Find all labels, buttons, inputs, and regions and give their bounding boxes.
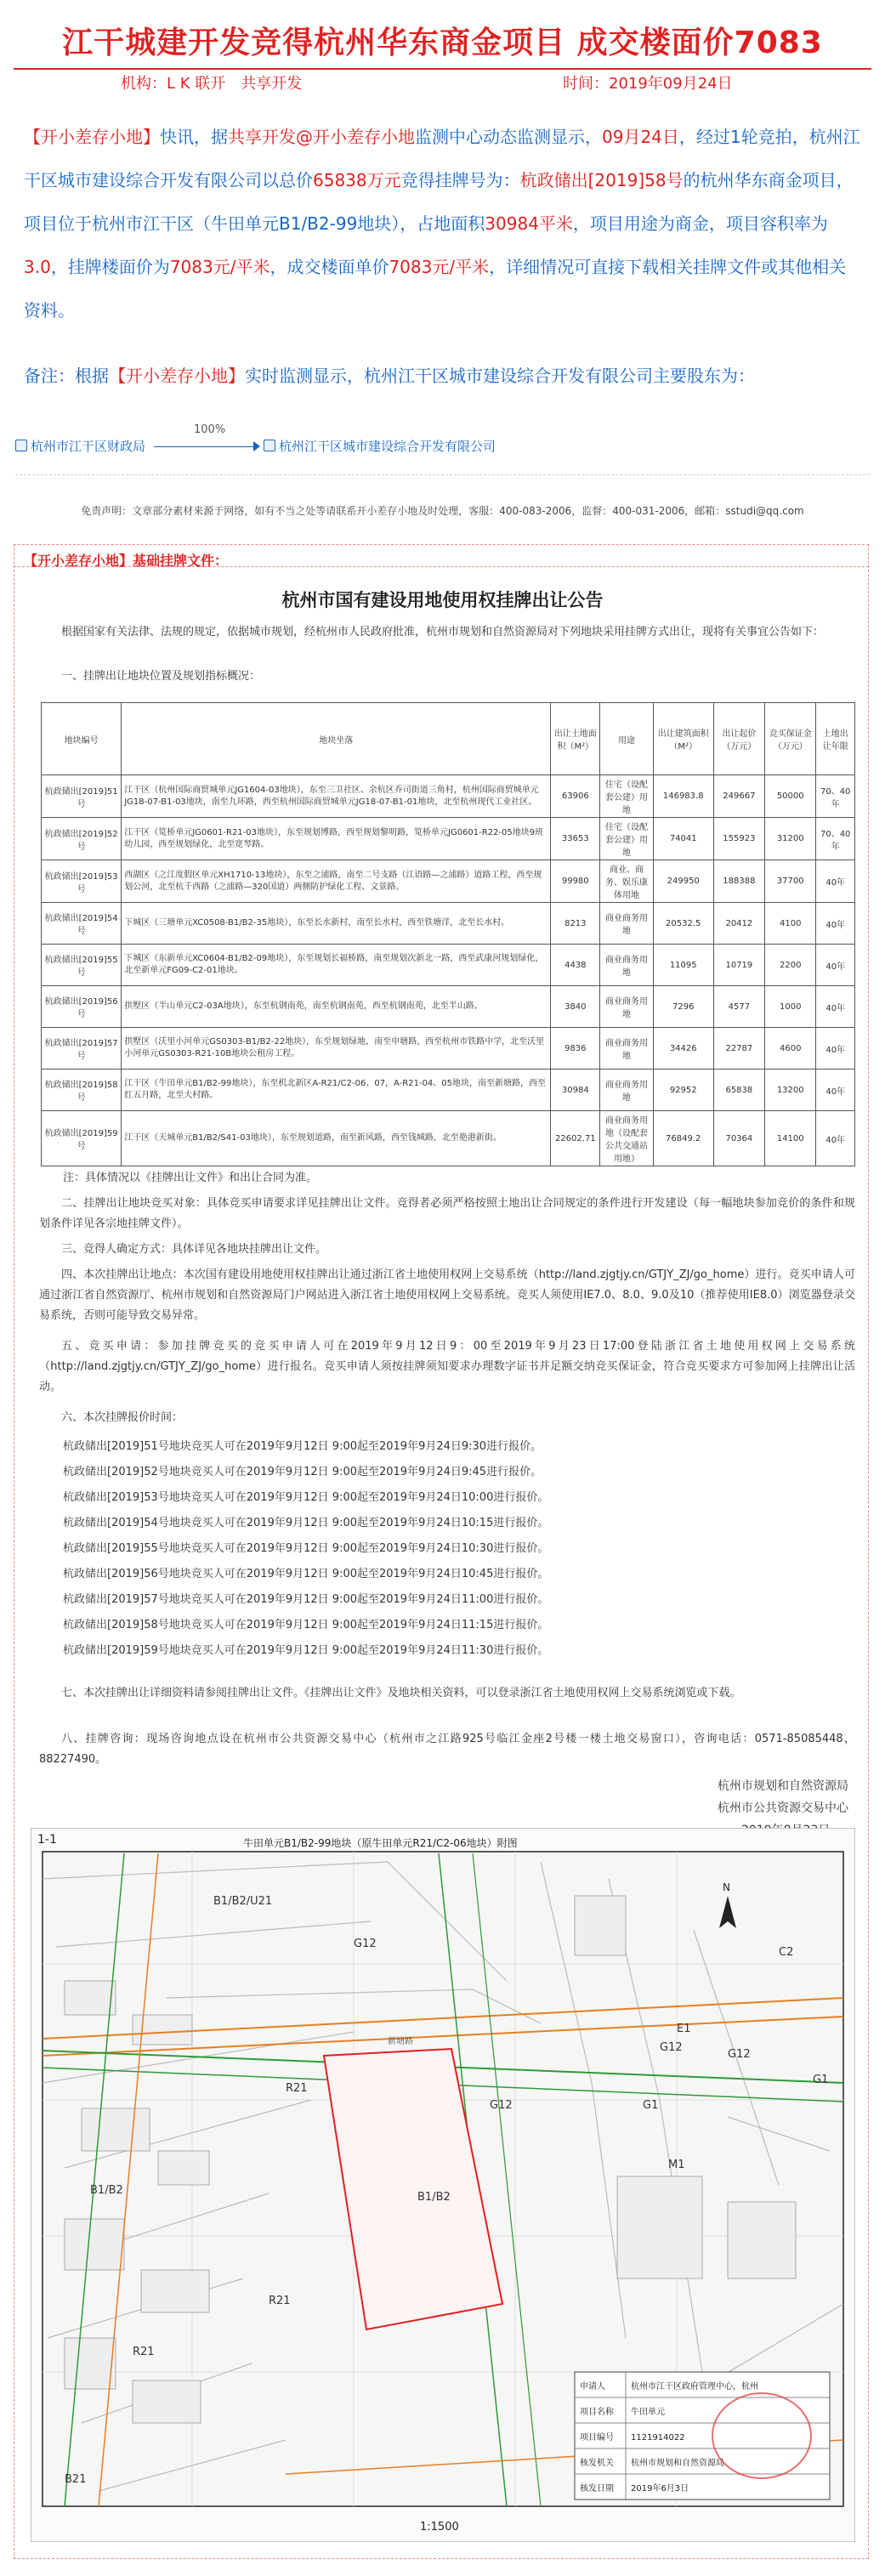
cell-gfa: 34426 [653, 1028, 713, 1070]
cell-id: 杭政储出[2019]56号 [42, 986, 122, 1028]
shareholder-child-name: 杭州江干区城市建设综合开发有限公司 [279, 439, 496, 454]
cell-term: 70、40年 [816, 775, 855, 818]
lead-text: ，经过1轮竞拍，杭州江干区城市建设综合开发有限公司以总价 [24, 127, 860, 190]
cell-id: 杭政储出[2019]54号 [42, 903, 122, 945]
cell-use: 住宅（设配套公建）用地 [600, 775, 653, 818]
cell-loc: 拱墅区（沃里小河单元GS0303-B1/B2-22地块），东至规划绿地，南至申塘路，西至杭州市铁路中学，北至沃里小河单元GS0303-R21-10B地块公租房工程。 [122, 1028, 551, 1070]
section-3: 三、竞得人确定方式：具体详见各地块挂牌出让文件。 [61, 1243, 327, 1256]
cell-price: 70364 [713, 1111, 764, 1166]
col-header: 出让土地面积（M²） [551, 703, 600, 775]
cell-loc: 江干区（天城单元B1/B2/S41-03地块），东至规划道路，南至新风路，西至钱城路，北至艳港新街。 [122, 1111, 551, 1166]
table-row [42, 818, 855, 860]
section-1-heading: 一、挂牌出让地块位置及规划指标概况： [61, 670, 261, 683]
table-row [42, 1111, 855, 1166]
stamp-key: 核发日期 [580, 2484, 614, 2494]
cell-price: 188388 [713, 860, 764, 903]
lead-far: 3.0 [24, 257, 51, 277]
cell-deposit: 50000 [765, 775, 816, 818]
stamp-value: 牛田单元 [631, 2408, 665, 2417]
cell-deposit: 1000 [765, 986, 816, 1028]
cell-use: 商业商务用地（设配套公共交通站用地） [600, 1111, 653, 1166]
cell-use: 商业商务用地 [600, 986, 653, 1028]
disclaimer: 免责声明：文章部分素材来源于网络，如有不当之处等请联系开小差存小地及时处理，客服：400-083-2006，监督：400-031-2006，邮箱：sstudi@qq.com [81, 505, 804, 517]
map-label: G12 [490, 2099, 513, 2112]
cell-deposit: 37700 [765, 860, 816, 903]
map-label: R21 [269, 2295, 291, 2307]
cell-area: 30984 [551, 1070, 600, 1111]
cell-deposit: 2200 [765, 945, 816, 986]
stamp-key: 核发机关 [580, 2459, 614, 2468]
schedule-item: 杭政储出[2019]56号地块竞买人可在2019年9月12日 9:00起至2019年9月24日10:45进行报价。 [63, 1568, 549, 1580]
schedule-item: 杭政储出[2019]58号地块竞买人可在2019年9月12日 9:00起至2019年9月24日11:15进行报价。 [63, 1619, 549, 1631]
map-label: B21 [65, 2473, 87, 2486]
cell-term: 40年 [816, 945, 855, 986]
agency-meta [121, 71, 302, 94]
arrow-right-icon [253, 441, 260, 451]
col-header: 竞买保证金（万元） [765, 703, 816, 775]
approval-stamp-table [575, 2372, 830, 2499]
map-label: B1/B2/U21 [213, 1895, 273, 1908]
table-row [42, 1028, 855, 1070]
time-label: 时间： [563, 75, 609, 93]
table-note: 注：具体情况以《挂牌出让文件》和出让合同为准。 [63, 1172, 318, 1184]
lead-text: ，项目用途为商金，项目容积率为 [572, 213, 828, 234]
col-header: 地块坐落 [122, 703, 551, 775]
schedule-item: 杭政储出[2019]51号地块竞买人可在2019年9月12日 9:00起至2019年9月24日9:30进行报价。 [63, 1440, 542, 1453]
cell-term: 40年 [816, 903, 855, 945]
cell-deposit: 4100 [765, 903, 816, 945]
map-scale: 1:1500 [420, 2521, 459, 2533]
cell-area: 63906 [551, 775, 600, 818]
parcel-table-body [42, 775, 855, 1166]
cell-area: 9836 [551, 1028, 600, 1070]
cell-id: 杭政储出[2019]57号 [42, 1028, 122, 1070]
cell-area: 33653 [551, 818, 600, 860]
shareholder-parent[interactable] [15, 437, 145, 455]
stamp-value: 杭州市规划和自然资源局 [631, 2459, 724, 2468]
issuer-2: 杭州市公共资源交易中心 [718, 1801, 848, 1815]
map-label: G1 [813, 2074, 829, 2086]
cell-use: 商业、商务、娱乐康体用地 [600, 860, 653, 903]
lead-area: 30984平米 [485, 213, 573, 234]
table-row [42, 986, 855, 1028]
map-label: G12 [660, 2041, 683, 2054]
cell-deposit: 13200 [765, 1070, 816, 1111]
cell-area: 99980 [551, 860, 600, 903]
cell-gfa: 146983.8 [653, 775, 713, 818]
map-sheet-no: 1-1 [37, 1833, 57, 1847]
cell-deposit: 4600 [765, 1028, 816, 1070]
title-divider [14, 68, 871, 70]
cell-price: 22787 [713, 1028, 764, 1070]
map-label: R21 [286, 2082, 308, 2095]
stamp-key: 申请人 [580, 2382, 605, 2392]
schedule-item: 杭政储出[2019]55号地块竞买人可在2019年9月12日 9:00起至2019年9月24日10:30进行报价。 [63, 1542, 549, 1555]
lead-source[interactable]: 共享开发@开小差存小地 [228, 127, 415, 147]
col-header: 用途 [600, 703, 653, 775]
section-6-heading: 六、本次挂牌报价时间： [61, 1411, 184, 1424]
section-7: 七、本次挂牌出让详细资料请参阅挂牌出让文件。《挂牌出让文件》及地块相关资料，可以登录浙江省土地使用权网上交易系统浏览或下载。 [61, 1687, 741, 1699]
map-label: M1 [668, 2159, 685, 2171]
schedule-item: 杭政储出[2019]53号地块竞买人可在2019年9月12日 9:00起至2019年9月24日10:00进行报价。 [63, 1491, 549, 1504]
cell-gfa: 249950 [653, 860, 713, 903]
table-row [42, 945, 855, 986]
cell-price: 155923 [713, 818, 764, 860]
cell-gfa: 20532.5 [653, 903, 713, 945]
cell-price: 65838 [713, 1070, 764, 1111]
table-row [42, 1070, 855, 1111]
section-2: 二、挂牌出让地块竞买对象：具体竞买申请要求详见挂牌出让文件。竞得者必须严格按照土地出让合同规定的条件进行开发建设（每一幅地块参加竞价的条件和规划条件详见各宗地挂牌文件）。 [39, 1197, 855, 1230]
lead-text: ，成交楼面单价 [269, 257, 389, 277]
col-header: 出让起价（万元） [713, 703, 764, 775]
stamp-value: 1121914022 [631, 2433, 685, 2443]
table-header-row [42, 703, 855, 775]
map-label: E1 [677, 2023, 691, 2035]
cell-gfa: 92952 [653, 1070, 713, 1111]
section-8: 八、挂牌咨询：现场咨询地点设在杭州市公共资源交易中心（杭州市之江路925号临江金座2号楼一楼土地交易窗口），咨询电话：0571-85085448，88227490。 [39, 1733, 855, 1766]
shareholder-chart [15, 423, 865, 478]
schedule-item: 杭政储出[2019]52号地块竞买人可在2019年9月12日 9:00起至2019年9月24日9:45进行报价。 [63, 1466, 542, 1478]
schedule-item: 杭政储出[2019]54号地块竞买人可在2019年9月12日 9:00起至2019年9月24日10:15进行报价。 [63, 1517, 549, 1529]
shareholder-link-line [154, 446, 253, 447]
lead-deal-price: 7083元/平米 [389, 257, 490, 277]
cell-term: 70、40年 [816, 818, 855, 860]
cell-loc: 江干区（牛田单元B1/B2-99地块），东至机北新区A-R21/C2-06、07，A-R21-04、05地块，南至新塘路，西至红五月路，北至大村路。 [122, 1070, 551, 1111]
issuer-1: 杭州市规划和自然资源局 [718, 1779, 848, 1793]
cell-id: 杭政储出[2019]58号 [42, 1070, 122, 1111]
shareholder-parent-name: 杭州市江干区财政局 [31, 439, 146, 454]
stamp-value: 杭州市江干区政府管理中心，杭州 [631, 2382, 758, 2392]
cell-loc: 拱墅区（半山单元C2-03A地块），东至杭钢南苑，南至杭钢南苑，西至杭钢南苑，北至半山路。 [122, 986, 551, 1028]
section-4: 四、本次挂牌出让地点：本次国有建设用地使用权挂牌出让通过浙江省土地使用权网上交易系统（http://land.zjgtjy.cn/GTJY_ZJ/go_home）进行。竞买申请人可通过浙江省自然资源厅、杭州市规划和自然资源局门户网站进入浙江省土地使用权网上交易系统。竞买人须使用IE7.0、8.0、9.0及10（推荐使用IE8.0）浏览器登录交易系统，否则可能导致交易异常。 [39, 1268, 855, 1322]
lead-text: ，详细情况可直接下载相关挂牌文件或其他相关资料。 [24, 257, 847, 321]
table-row [42, 860, 855, 903]
note-tag[interactable]: 【开小差存小地】 [109, 366, 245, 386]
cell-deposit: 31200 [765, 818, 816, 860]
document-tag: 【开小差存小地】基础挂牌文件： [24, 553, 229, 569]
map-label: R21 [133, 2346, 155, 2358]
shareholder-percent: 100% [194, 423, 226, 436]
map-title: 牛田单元B1/B2-99地块（原牛田单元R21/C2-06地块）附图 [243, 1837, 518, 1849]
lead-text: 竞得挂牌号为： [400, 170, 520, 190]
cell-loc: 下城区（东新单元XC0604-B1/B2-09地块），东至规划长福桥路，南至规划次新北一路，西至武康河规划绿化，北至新单元FG09-C2-01地块。 [122, 945, 551, 986]
cell-term: 40年 [816, 860, 855, 903]
table-row [42, 903, 855, 945]
cell-area: 4438 [551, 945, 600, 986]
cell-loc: 江干区（笕桥单元JG0601-R21-03地块），东至规划博路，西至规划黎明路，笕桥单元JG0601-R22-05地块9班幼儿园，西至规划绿化，北至宽琴路。 [122, 818, 551, 860]
time-meta [563, 71, 733, 94]
col-header: 土地出让年限 [816, 703, 855, 775]
lead-parcel-no: 杭政储出[2019]58号 [519, 170, 684, 190]
map-label: G12 [728, 2048, 751, 2061]
cell-id: 杭政储出[2019]59号 [42, 1111, 122, 1166]
cell-use: 商业商务用地 [600, 1070, 653, 1111]
table-row [42, 775, 855, 818]
svg-text:N: N [723, 1881, 730, 1893]
lead-tag[interactable]: 【开小差存小地】 [24, 127, 160, 147]
cell-use: 商业商务用地 [600, 1028, 653, 1070]
cell-deposit: 14100 [765, 1111, 816, 1166]
cell-id: 杭政储出[2019]55号 [42, 945, 122, 986]
stamp-value: 2019年6月3日 [631, 2484, 689, 2494]
col-header: 出让建筑面积（M²） [653, 703, 713, 775]
cell-gfa: 7296 [653, 986, 713, 1028]
lead-paragraph [24, 116, 861, 332]
cell-loc: 西湖区（之江度假区单元XH1710-13地块），东至之浦路，南至二号支路（江语路—之浦路）道路工程，西至规划公河，北至杭千西路（之浦路—320国道）两侧防护绿化工程、文景路。 [122, 860, 551, 903]
cell-term: 40年 [816, 1111, 855, 1166]
page-title: 江干城建开发竞得杭州华东商金项目 成交楼面价7083 [62, 26, 823, 60]
cell-price: 10719 [713, 945, 764, 986]
parcel-table [41, 702, 855, 1166]
divider [15, 474, 870, 475]
cell-use: 商业商务用地 [600, 903, 653, 945]
cell-id: 杭政储出[2019]51号 [42, 775, 122, 818]
cell-price: 4577 [713, 986, 764, 1028]
stamp-key: 项目编号 [580, 2433, 614, 2443]
cell-area: 22602.71 [551, 1111, 600, 1166]
agency-label: 机构： [121, 75, 167, 93]
cell-loc: 江干区（杭州国际商贸城单元JG1604-03地块），东至三卫社区、余杭区乔司街道三角村，杭州国际商贸城单元JG18-07-B1-03地块，南至九环路，西至杭州国际商贸城单元JG18-07-B1-01地块，北至杭州现代工业社区。 [122, 775, 551, 818]
document-intro: 根据国家有关法律、法规的规定，依据城市规划，经杭州市人民政府批准，杭州市规划和自然资源局对下列地块采用挂牌方式出让，现将有关事宜公告如下： [61, 626, 825, 638]
cell-gfa: 74041 [653, 818, 713, 860]
col-header: 地块编号 [42, 703, 122, 775]
note-text: 备注：根据 [24, 366, 109, 386]
map-road-label: 新塘路 [388, 2037, 413, 2046]
map-label: G1 [643, 2099, 659, 2112]
lead-text: 监测中心动态监测显示， [415, 127, 602, 147]
cell-area: 8213 [551, 903, 600, 945]
cell-price: 20412 [713, 903, 764, 945]
cell-gfa: 76849.2 [653, 1111, 713, 1166]
lead-text: 的杭州华东商金项目，项目位于杭州市江干区（牛田单元B1/B2-99地块），占地面积 [24, 170, 854, 234]
cell-id: 杭政储出[2019]53号 [42, 860, 122, 903]
lead-date: 09月24日 [602, 127, 679, 147]
section-5: 五、竞买申请：参加挂牌竞买的竞买申请人可在2019年9月12日9：00至2019年9月23日17:00登陆浙江省土地使用权网上交易系统（http://land.zjgtjy.cn/GTJY_ZJ/go_home）进行报名。竞买申请人须按挂牌须知要求办理数字证书并足额交纳竞买保证金，符合竞买要求方可参加网上挂牌出让活动。 [39, 1340, 855, 1393]
building-icon [15, 440, 27, 451]
cell-term: 40年 [816, 1070, 855, 1111]
building-icon [264, 440, 275, 451]
map-label: B1/B2 [90, 2184, 123, 2197]
cell-term: 40年 [816, 986, 855, 1028]
cell-price: 249667 [713, 775, 764, 818]
cell-use: 住宅（设配套公建）用地 [600, 818, 653, 860]
map-label: G12 [354, 1938, 377, 1950]
schedule-item: 杭政储出[2019]59号地块竞买人可在2019年9月12日 9:00起至2019年9月24日11:30进行报价。 [63, 1644, 549, 1657]
time-value: 2019年09月24日 [609, 75, 733, 93]
lead-list-price: 7083元/平米 [169, 257, 270, 277]
stamp-key: 项目名称 [580, 2408, 614, 2417]
cell-area: 3840 [551, 986, 600, 1028]
parcel-map[interactable] [31, 1828, 855, 2542]
cell-loc: 下城区（三塘单元XC0508-B1/B2-35地块），东至长水新村，南至长水村，西至铁塘洋，北至长水村。 [122, 903, 551, 945]
lead-text: 快讯，据 [160, 127, 228, 147]
agency-value[interactable]: L K 联开 共享开发 [167, 75, 303, 93]
cell-use: 商业商务用地 [600, 945, 653, 986]
shareholder-child[interactable] [264, 437, 496, 455]
map-label: C2 [779, 1946, 794, 1959]
note-paragraph [24, 362, 865, 387]
note-text: 实时监测显示，杭州江干区城市建设综合开发有限公司主要股东为： [245, 366, 755, 386]
schedule-item: 杭政储出[2019]57号地块竞买人可在2019年9月12日 9:00起至2019年9月24日11:00进行报价。 [63, 1593, 549, 1606]
cell-term: 40年 [816, 1028, 855, 1070]
map-label: B1/B2 [417, 2191, 451, 2204]
document-title: 杭州市国有建设用地使用权挂牌出让公告 [281, 590, 604, 610]
lead-total-price: 65838万元 [313, 170, 401, 190]
cell-gfa: 11095 [653, 945, 713, 986]
lead-text: ，挂牌楼面价为 [50, 257, 170, 277]
cell-id: 杭政储出[2019]52号 [42, 818, 122, 860]
